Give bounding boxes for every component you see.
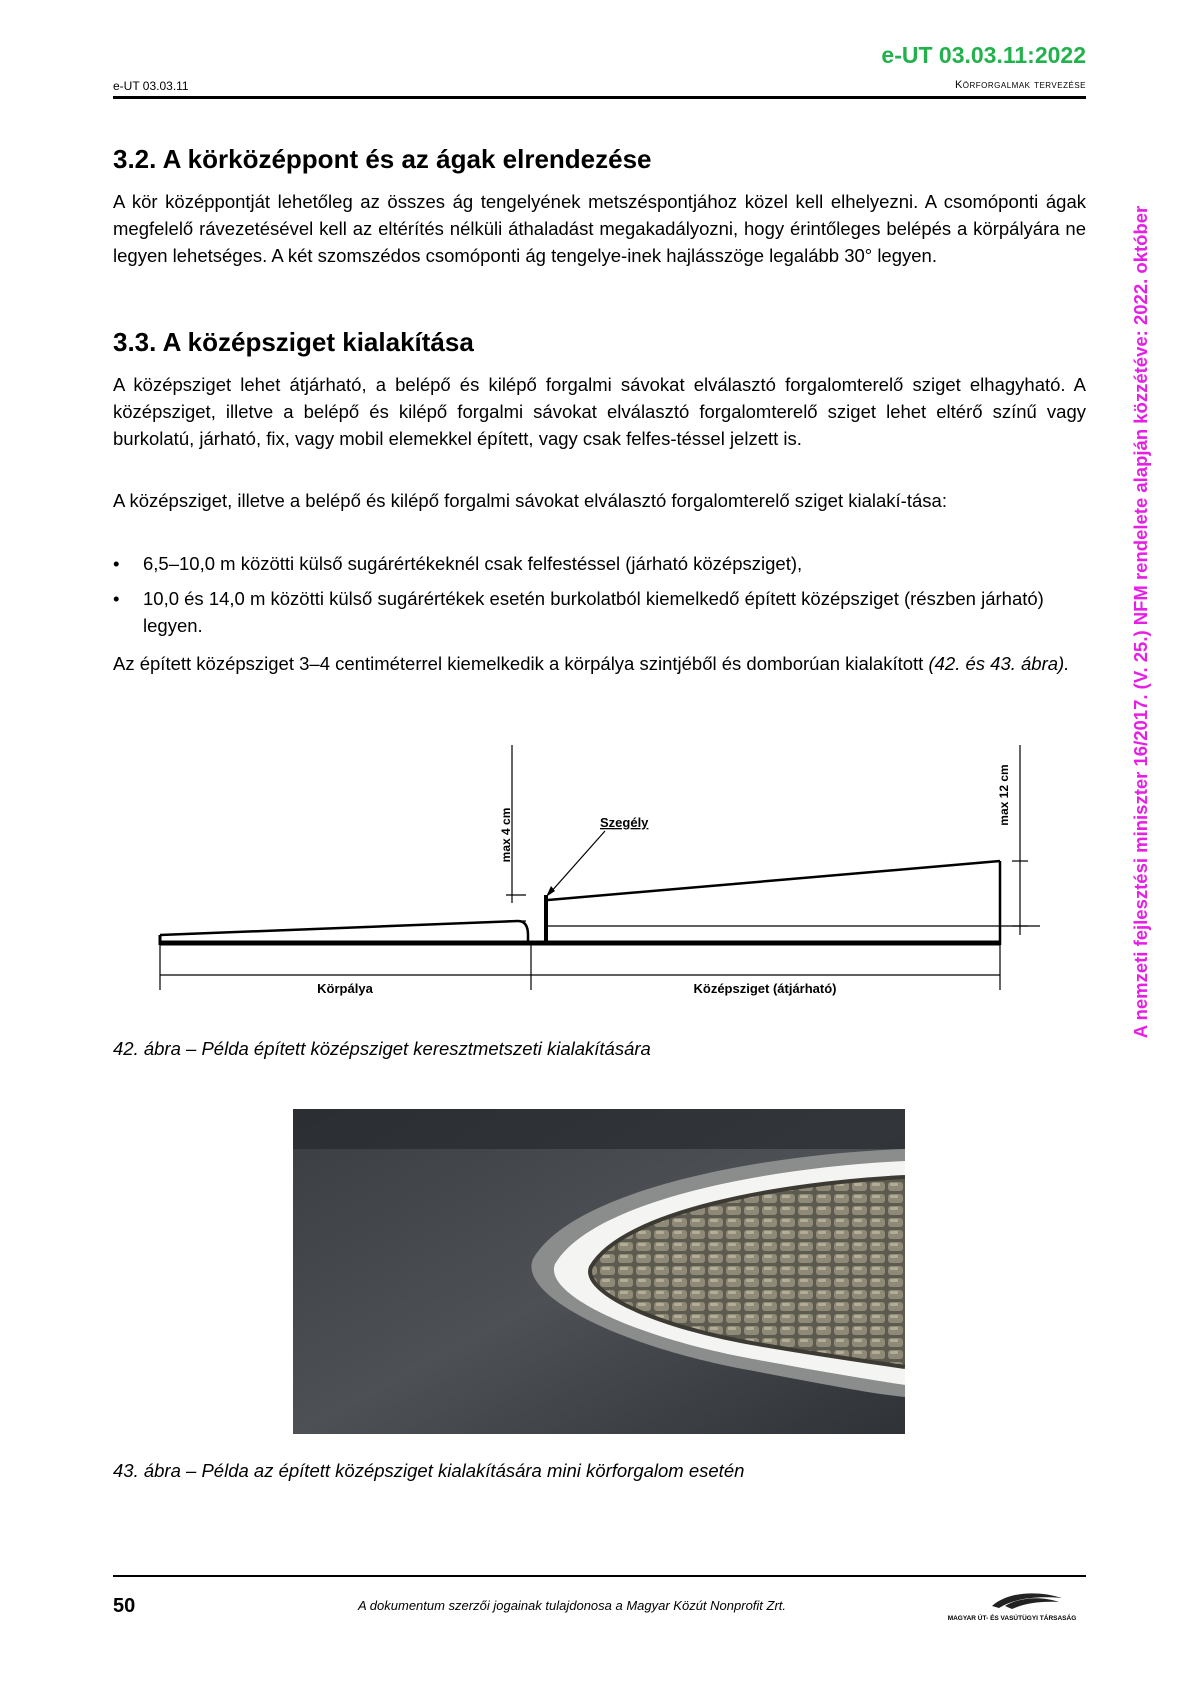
bullet-text: 10,0 és 14,0 m közötti külső sugárértékek esetén burkolatból kiemelkedő épített középsziget (részben járható) legyen. [143,588,1044,636]
max-4cm-label: max 4 cm [499,807,513,863]
paragraph-closing [113,650,1086,677]
kerb-curve [518,921,528,943]
document-code: e-UT 03.03.11:2022 [881,42,1086,68]
side-note-text: A nemzeti fejlesztési miniszter 16/2017. (V. 25.) NFM rendelete alapján közzétéve: 2022. október [1130,205,1151,1039]
bullet-item [113,585,1086,639]
szegely-label: Szegély [600,815,649,830]
bullet-item [113,550,1086,577]
paragraph: A kör középpontját lehetőleg az összes ág tengelyének metszéspontjához közel kell elhelyezni. A csomóponti ágak megfelelő rávezetésével kell az eltérítés nélküli áthaladást megakadályozni, hogy érintőleges belépés a körpályára ne legyen lehetséges. A két szomszédos csomóponti ág tengelye-inek hajlásszöge legalább 30° legyen. [113,191,1086,266]
figure-caption-42: 42. ábra – Példa épített középsziget keresztmetszeti kialakítására [113,1038,651,1059]
society-logo [937,1588,1087,1624]
logo-text: MAGYAR ÚT- ÉS VASÚTÜGYI TÁRSASÁG [947,1615,1077,1622]
footer-rule [113,1575,1086,1577]
paragraph: A középsziget, illetve a belépő és kilépő forgalmi sávokat elválasztó forgalomterelő sziget kialakí-tása: [113,490,947,511]
section-title-3-2: 3.2. A körközéppont és az ágak elrendezése [113,144,652,174]
road-surface-line [160,921,518,935]
header-right: Körforgalmak tervezése [954,79,1086,91]
island-surface-line [548,861,1000,900]
section-title-3-3: 3.3. A középsziget kialakítása [113,327,474,357]
bullet-text: 6,5–10,0 m közötti külső sugárértékeknél csak felfestéssel (járható középsziget), [143,553,803,574]
korpalya-label: Körpálya [317,981,373,996]
header-left: e-UT 03.03.11 [113,79,189,93]
closing-text: Az épített középsziget 3–4 centiméterrel kiemelkedik a körpálya szintjéből és domborúan kialakított [113,653,924,674]
paragraph: A középsziget lehet átjárható, a belépő és kilépő forgalmi sávokat elválasztó forgalomterelő sziget elhagyható. A középsziget, illetve a belépő és kilépő forgalmi sávokat elválasztó forgalomterelő sziget lehet eltérő színű vagy burkolatú, járható, fix, vagy mobil elemekkel épített, vagy csak felfes-téssel jelzett is. [113,374,1086,449]
roundabout-island-photo [293,1109,905,1434]
figure-caption-43: 43. ábra – Példa az épített középsziget kialakítására mini körforgalom esetén [113,1460,745,1481]
header-rule [113,96,1086,99]
kozepsziget-label: Középsziget (átjárható) [693,981,837,996]
bullet-icon: • [113,588,120,609]
max-12cm-label: max 12 cm [997,764,1011,826]
page-number: 50 [113,1595,136,1617]
side-note [1127,162,1155,1082]
kerb-element [544,895,548,945]
cross-section-diagram [150,745,1050,1015]
figure-reference: (42. és 43. ábra). [928,653,1070,674]
footer-copyright: A dokumentum szerzői jogainak tulajdonosa a Magyar Közút Nonprofit Zrt. [358,1598,787,1613]
bullet-icon: • [113,553,120,574]
